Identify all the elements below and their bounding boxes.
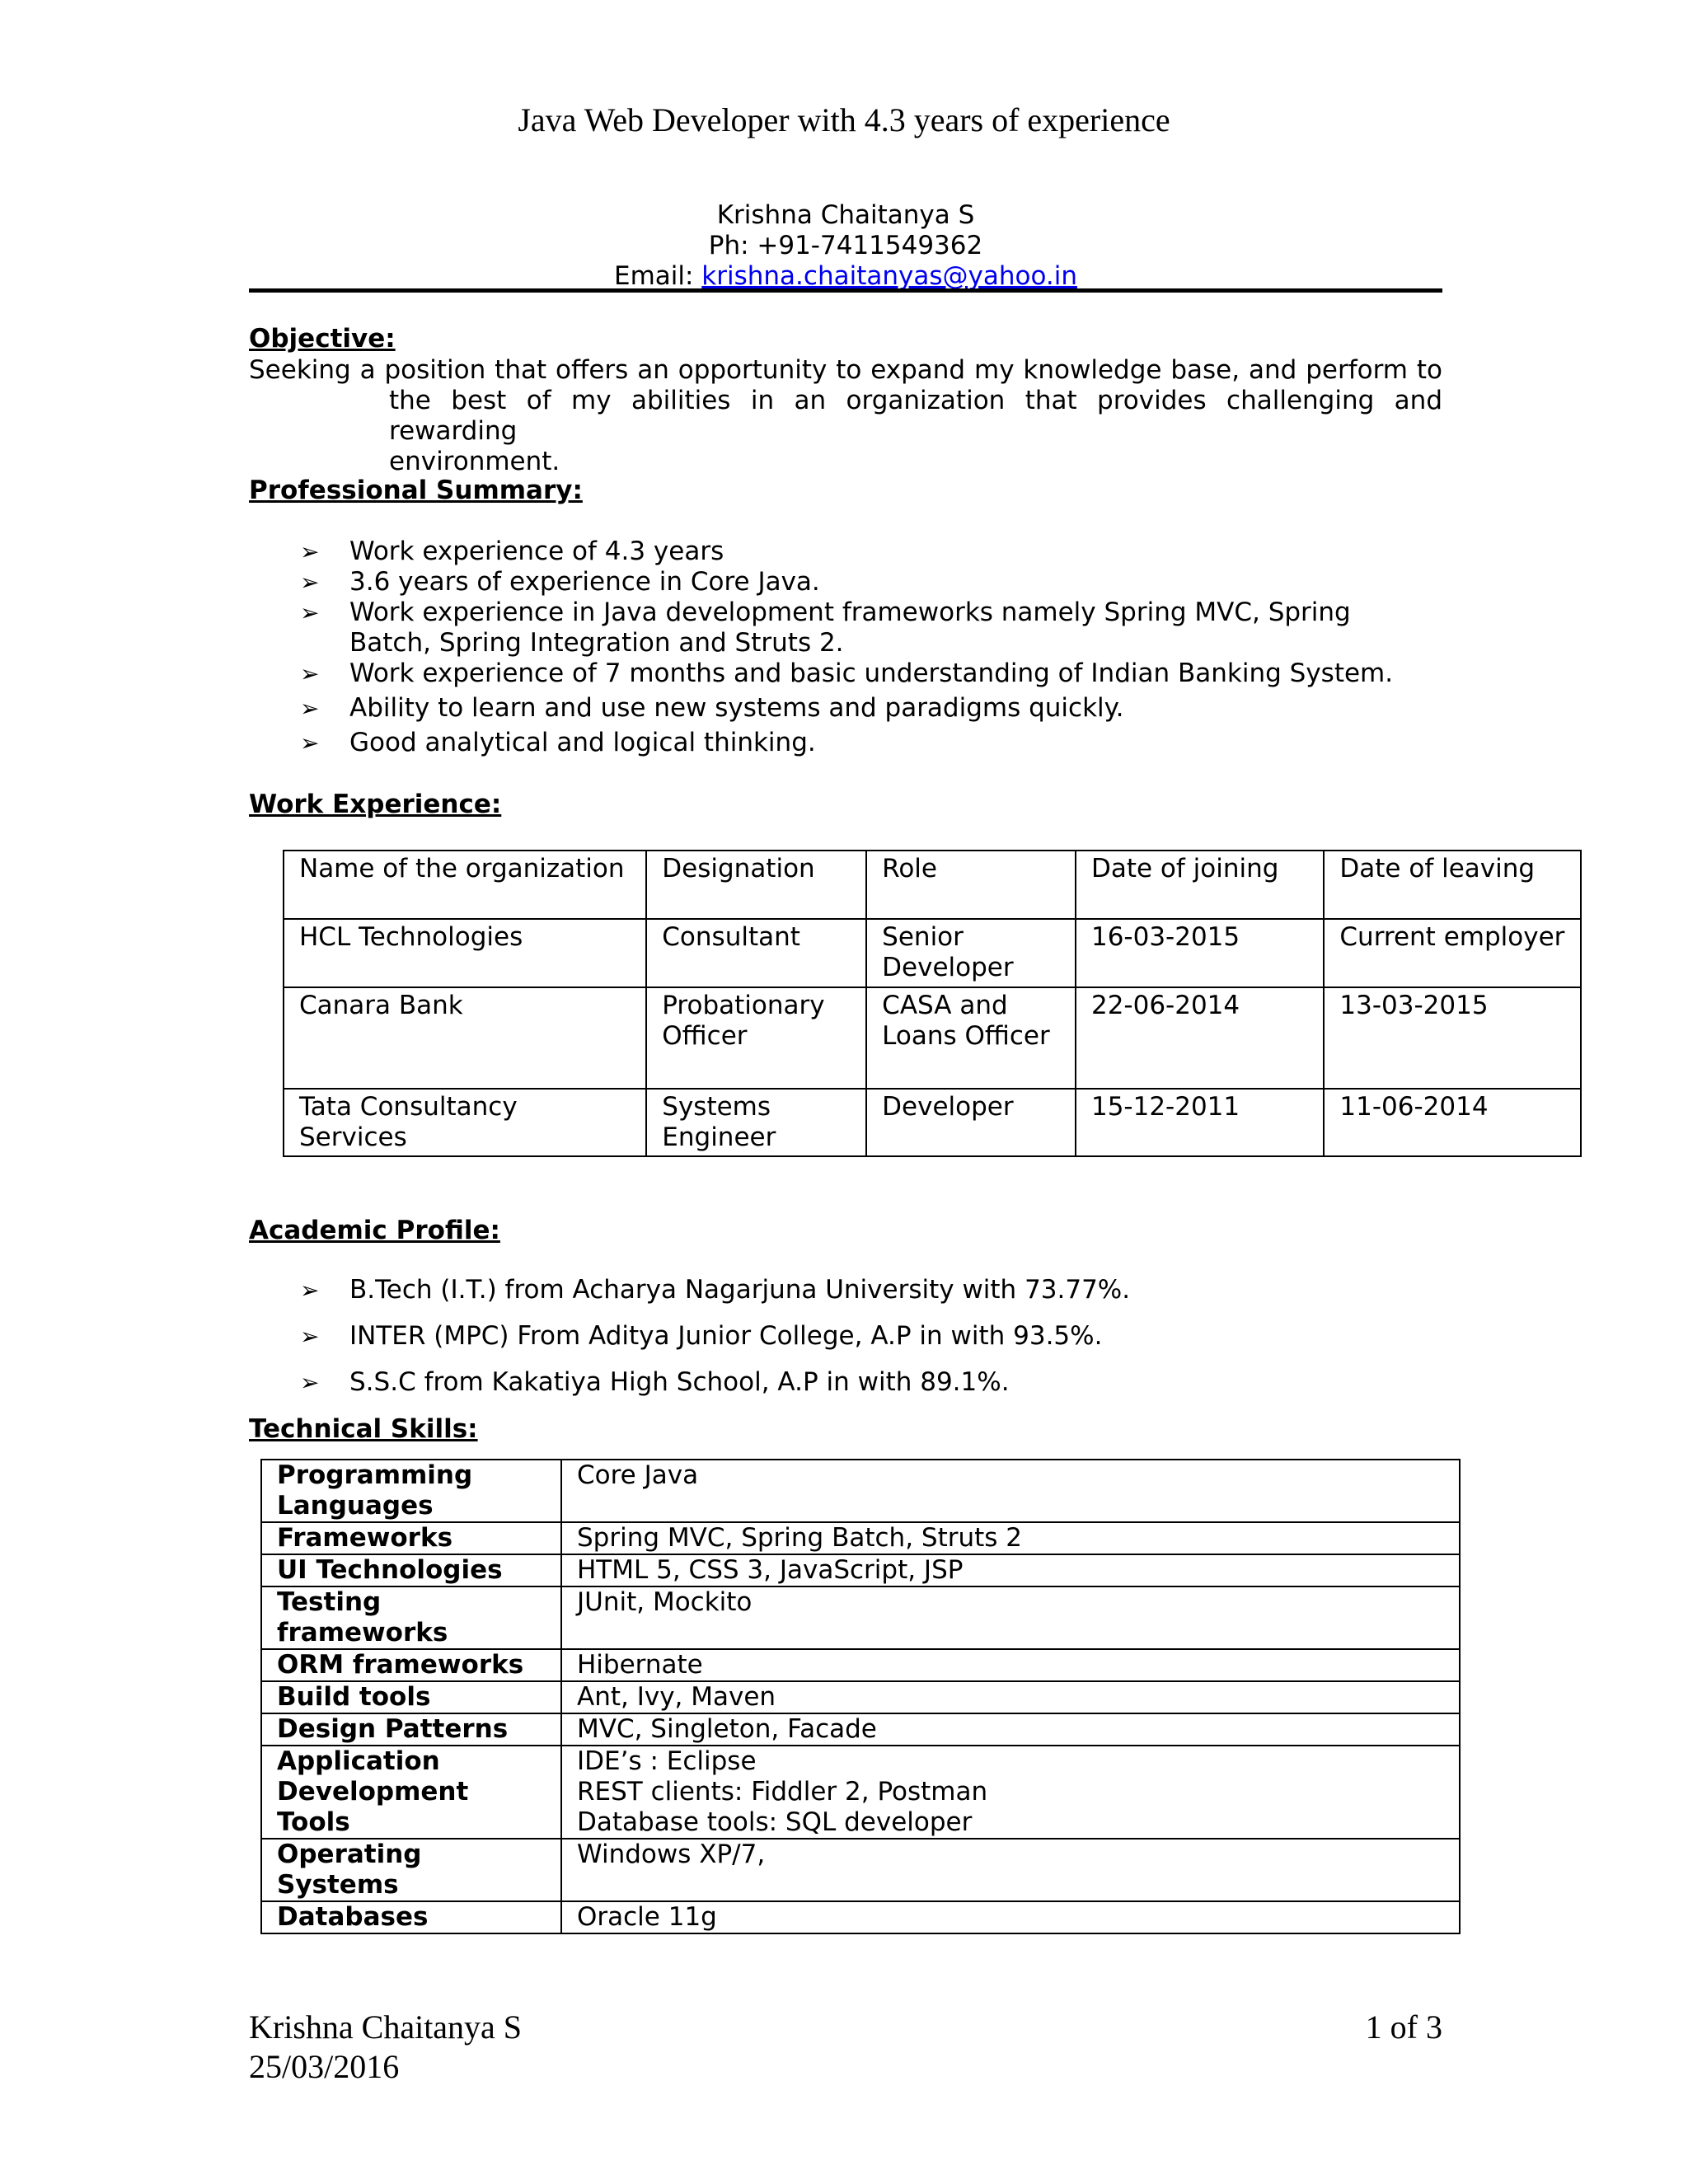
table-cell: Consultant — [646, 919, 866, 987]
table-cell: Current employer — [1324, 919, 1581, 987]
footer-date: 25/03/2016 — [249, 2048, 400, 2085]
skill-category: Frameworks — [261, 1522, 561, 1554]
table-row — [261, 1901, 1460, 1933]
arrowhead-bullet-icon: ➢ — [300, 1323, 320, 1350]
table-cell: Senior Developer — [866, 919, 1076, 987]
skills-heading: Technical Skills: — [249, 1414, 478, 1444]
list-item: ➢ B.Tech (I.T.) from Acharya Nagarjuna University with 73.77%. — [300, 1275, 1131, 1305]
table-cell: Tata Consultancy Services — [284, 1089, 646, 1156]
arrowhead-bullet-icon: ➢ — [300, 1369, 320, 1396]
skill-category: Testing frameworks — [261, 1586, 561, 1649]
skill-category: Application Development Tools — [261, 1746, 561, 1839]
arrowhead-bullet-icon: ➢ — [300, 729, 320, 757]
skill-category: UI Technologies — [261, 1554, 561, 1586]
list-item: ➢ Work experience in Java development frameworks namely Spring MVC, Spring Batch, Spring Integration and Struts 2. — [300, 598, 1351, 658]
objective-line-3: environment. — [389, 447, 560, 476]
table-row — [284, 987, 1581, 1089]
table-row — [261, 1649, 1460, 1681]
objective-line-1: Seeking a position that offers an opportunity to expand my knowledge base, and perform to — [249, 355, 1442, 385]
summary-heading: Professional Summary: — [249, 476, 583, 505]
column-header: Date of joining — [1076, 851, 1324, 919]
table-cell: Developer — [866, 1089, 1076, 1156]
table-row — [261, 1713, 1460, 1746]
arrowhead-bullet-icon: ➢ — [300, 538, 320, 565]
work-heading: Work Experience: — [249, 790, 502, 819]
objective-heading: Objective: — [249, 324, 396, 354]
column-header: Role — [866, 851, 1076, 919]
table-row — [261, 1554, 1460, 1586]
table-cell: 15-12-2011 — [1076, 1089, 1324, 1156]
work-experience-table — [283, 850, 1582, 1157]
skill-value: HTML 5, CSS 3, JavaScript, JSP — [561, 1554, 1460, 1586]
table-row — [284, 1089, 1581, 1156]
objective-line-2: the best of my abilities in an organization that provides challenging and rewarding — [389, 386, 1442, 446]
skill-category: Programming Languages — [261, 1460, 561, 1522]
arrowhead-bullet-icon: ➢ — [300, 1277, 320, 1304]
technical-skills-table — [260, 1459, 1461, 1934]
header-divider — [249, 288, 1442, 293]
contact-phone: Ph: +91-7411549362 — [708, 231, 983, 260]
arrowhead-bullet-icon: ➢ — [300, 569, 320, 596]
table-row — [261, 1839, 1460, 1901]
skill-value: MVC, Singleton, Facade — [561, 1713, 1460, 1746]
arrowhead-bullet-icon: ➢ — [300, 695, 320, 722]
list-item: ➢ 3.6 years of experience in Core Java. — [300, 567, 820, 597]
table-cell: 16-03-2015 — [1076, 919, 1324, 987]
skill-value: IDE’s : Eclipse REST clients: Fiddler 2, Postman Database tools: SQL developer — [561, 1746, 1460, 1839]
arrowhead-bullet-icon: ➢ — [300, 660, 320, 687]
table-header-row — [284, 851, 1581, 919]
table-row — [284, 919, 1581, 987]
email-label: Email: — [613, 261, 702, 291]
skill-category: ORM frameworks — [261, 1649, 561, 1681]
table-cell: Systems Engineer — [646, 1089, 866, 1156]
list-item: ➢ Good analytical and logical thinking. — [300, 728, 816, 757]
list-item: ➢ INTER (MPC) From Aditya Junior College, A.P in with 93.5%. — [300, 1321, 1103, 1351]
email-link[interactable]: krishna.chaitanyas@yahoo.in — [701, 261, 1077, 291]
table-cell: HCL Technologies — [284, 919, 646, 987]
contact-block — [249, 200, 1442, 292]
skill-category: Design Patterns — [261, 1713, 561, 1746]
column-header: Name of the organization — [284, 851, 646, 919]
contact-name: Krishna Chaitanya S — [716, 200, 975, 230]
skill-value: Spring MVC, Spring Batch, Struts 2 — [561, 1522, 1460, 1554]
table-cell: 22-06-2014 — [1076, 987, 1324, 1089]
table-cell: CASA and Loans Officer — [866, 987, 1076, 1089]
skill-value: Oracle 11g — [561, 1901, 1460, 1933]
list-item: ➢ S.S.C from Kakatiya High School, A.P in with 89.1%. — [300, 1367, 1010, 1397]
table-row — [261, 1460, 1460, 1522]
skill-category: Operating Systems — [261, 1839, 561, 1901]
skill-value: JUnit, Mockito — [561, 1586, 1460, 1649]
table-cell: 11-06-2014 — [1324, 1089, 1581, 1156]
contact-email-line — [249, 261, 1442, 292]
table-cell: Probationary Officer — [646, 987, 866, 1089]
skill-category: Databases — [261, 1901, 561, 1933]
objective-text — [249, 355, 1442, 477]
arrowhead-bullet-icon: ➢ — [300, 599, 320, 626]
academic-list — [249, 1275, 1442, 1398]
page-number: 1 of 3 — [1365, 2008, 1442, 2046]
footer-name: Krishna Chaitanya S — [249, 2008, 523, 2046]
page-header-title: Java Web Developer with 4.3 years of experience — [518, 101, 1170, 138]
skill-value: Core Java — [561, 1460, 1460, 1522]
table-row — [261, 1746, 1460, 1839]
summary-list — [249, 537, 1442, 758]
skill-value: Ant, Ivy, Maven — [561, 1681, 1460, 1713]
footer-left — [249, 2008, 522, 2087]
list-item: ➢ Work experience of 4.3 years — [300, 537, 724, 566]
skill-category: Build tools — [261, 1681, 561, 1713]
table-row — [261, 1681, 1460, 1713]
table-row — [261, 1522, 1460, 1554]
column-header: Designation — [646, 851, 866, 919]
skill-value: Windows XP/7, — [561, 1839, 1460, 1901]
list-item: ➢ Work experience of 7 months and basic understanding of Indian Banking System. — [300, 658, 1394, 688]
academic-heading: Academic Profile: — [249, 1216, 500, 1245]
column-header: Date of leaving — [1324, 851, 1581, 919]
table-row — [261, 1586, 1460, 1649]
list-item: ➢ Ability to learn and use new systems and paradigms quickly. — [300, 693, 1124, 723]
skill-value: Hibernate — [561, 1649, 1460, 1681]
table-cell: Canara Bank — [284, 987, 646, 1089]
table-cell: 13-03-2015 — [1324, 987, 1581, 1089]
